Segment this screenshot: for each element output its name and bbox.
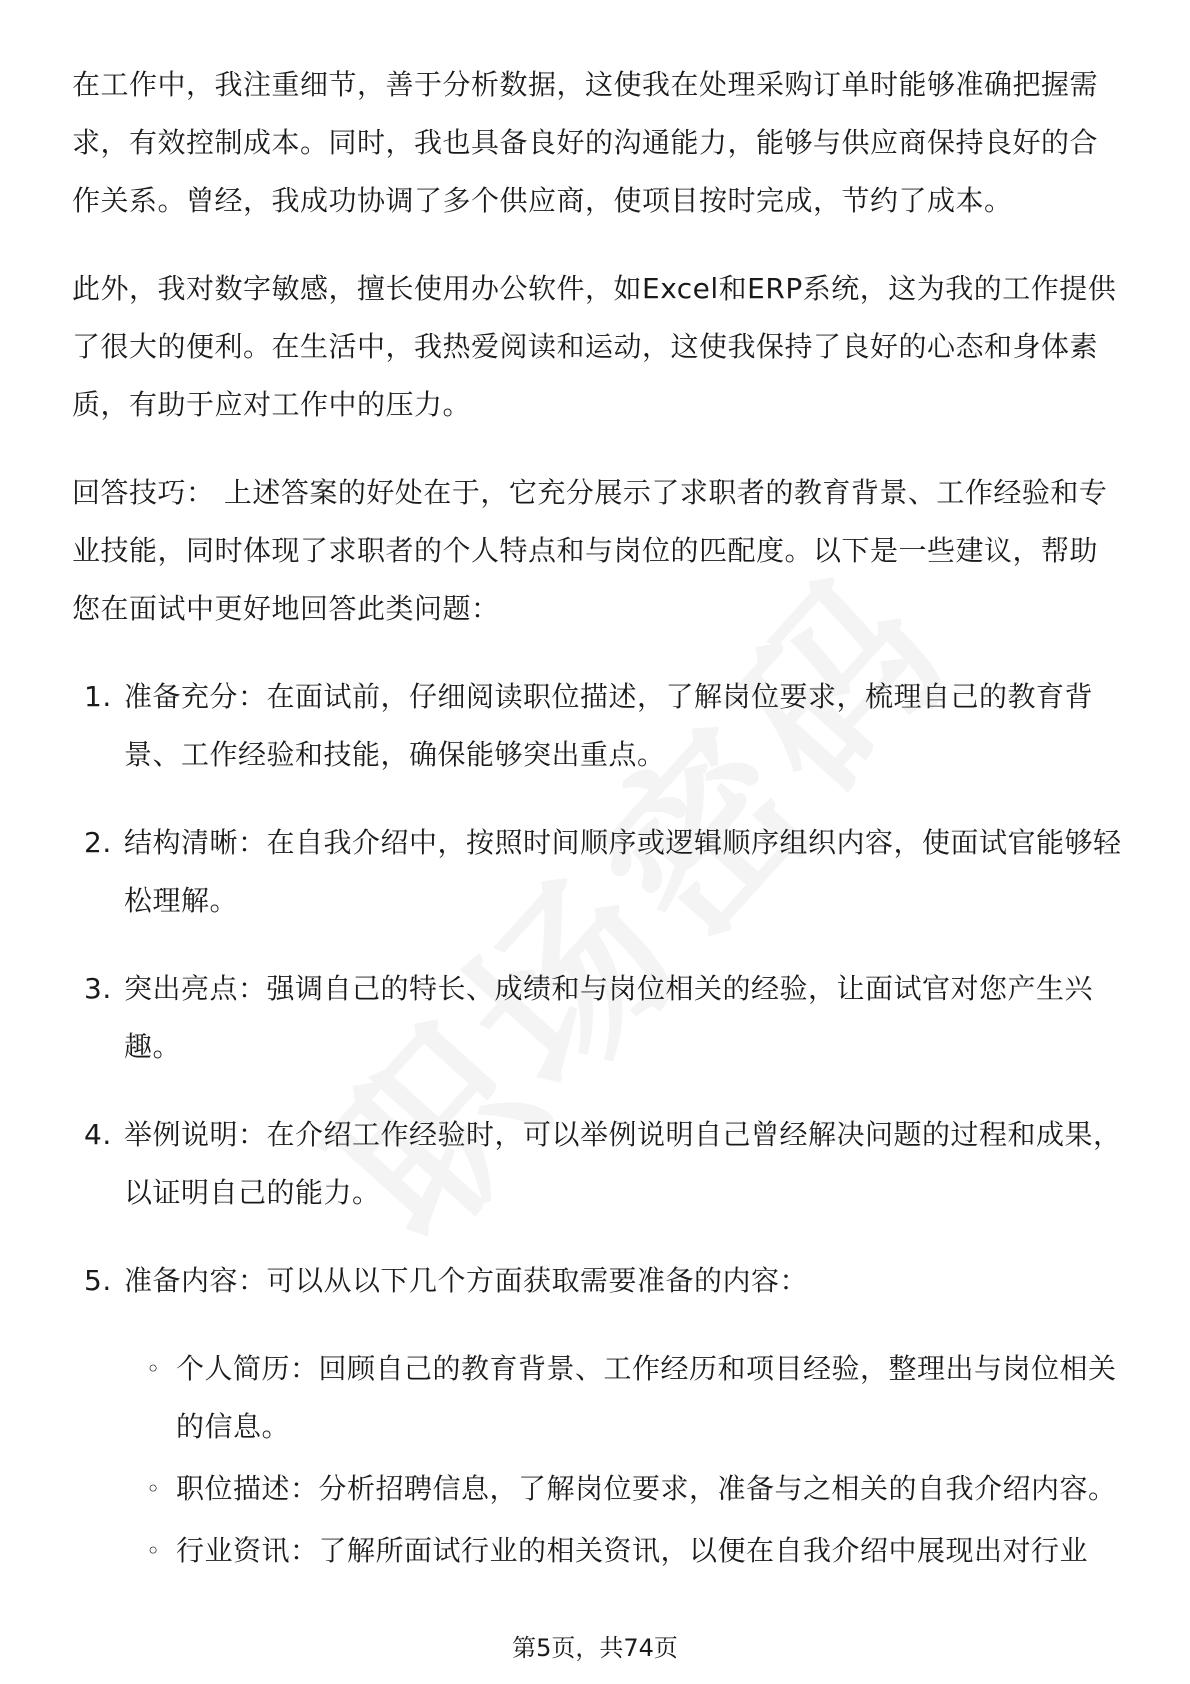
hollow-bullet-icon: ◦ (146, 1537, 161, 1565)
sub-list-item (124, 1340, 1122, 1456)
list-item-text: 结构清晰：在自我介绍中，按照时间顺序或逻辑顺序组织内容，使面试官能够轻松理解。 (124, 826, 1122, 917)
sub-list (124, 1340, 1122, 1580)
list-item-text: 准备充分：在面试前，仔细阅读职位描述，了解岗位要求，梳理自己的教育背景、工作经验和技能，确保能够突出重点。 (124, 680, 1094, 771)
hollow-bullet-icon: ◦ (146, 1475, 161, 1503)
document-body (72, 56, 1122, 1610)
hollow-bullet-icon: ◦ (146, 1355, 161, 1383)
list-number: 4. (84, 1118, 112, 1151)
page-number-footer: 第5页，共74页 (512, 1634, 678, 1662)
list-item (72, 814, 1122, 930)
paragraph: 此外，我对数字敏感，擅长使用办公软件，如Excel和ERP系统，这为我的工作提供了很大的便利。在生活中，我热爱阅读和运动，这使我保持了良好的心态和身体素质，有助于应对工作中的压力。 (72, 272, 1117, 421)
list-item-text: 举例说明：在介绍工作经验时，可以举例说明自己曾经解决问题的过程和成果，以证明自己的能力。 (124, 1118, 1122, 1209)
list-number: 5. (84, 1264, 112, 1297)
sub-list-item-text: 职位描述：分析招聘信息，了解岗位要求，准备与之相关的自我介绍内容。 (176, 1472, 1117, 1505)
list-number: 3. (84, 972, 112, 1005)
sub-list-item-text: 行业资讯：了解所面试行业的相关资讯，以便在自我介绍中展现出对行业 (176, 1534, 1089, 1567)
sub-list-item-text: 个人简历：回顾自己的教育背景、工作经历和项目经验，整理出与岗位相关的信息。 (176, 1352, 1117, 1443)
list-number: 1. (84, 680, 112, 713)
sub-list-item (124, 1460, 1122, 1518)
sub-list-item (124, 1522, 1122, 1580)
list-item-text: 准备内容：可以从以下几个方面获取需要准备的内容： (124, 1264, 809, 1297)
list-item (72, 1106, 1122, 1222)
tips-list (72, 668, 1122, 1580)
list-number: 2. (84, 826, 112, 859)
paragraph-tips-intro: 回答技巧： 上述答案的好处在于，它充分展示了求职者的教育背景、工作经验和专业技能，同时体现了求职者的个人特点和与岗位的匹配度。以下是一些建议，帮助您在面试中更好地回答此类问题： (72, 476, 1108, 625)
list-item (72, 1252, 1122, 1580)
list-item-text: 突出亮点：强调自己的特长、成绩和与岗位相关的经验，让面试官对您产生兴趣。 (124, 972, 1094, 1063)
paragraph: 在工作中，我注重细节，善于分析数据，这使我在处理采购订单时能够准确把握需求，有效控制成本。同时，我也具备良好的沟通能力，能够与供应商保持良好的合作关系。曾经，我成功协调了多个供应商，使项目按时完成，节约了成本。 (72, 68, 1099, 217)
list-item (72, 960, 1122, 1076)
list-item (72, 668, 1122, 784)
